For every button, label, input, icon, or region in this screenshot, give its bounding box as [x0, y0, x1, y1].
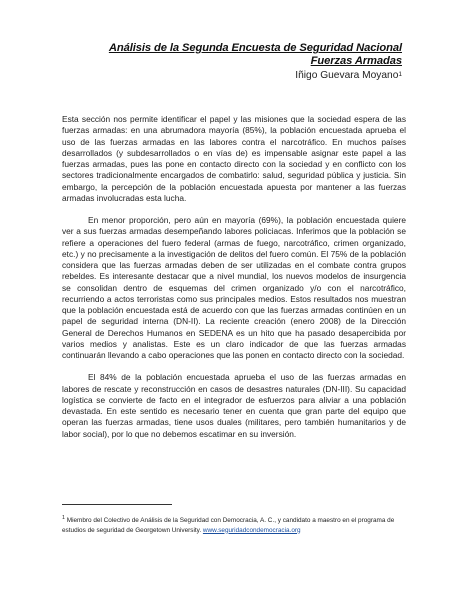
author-name: [42, 69, 402, 82]
footnote-mark: 1: [62, 515, 65, 521]
author-text: Iñigo Guevara Moyano: [295, 70, 399, 81]
footnote: [62, 514, 408, 535]
footnote-link[interactable]: www.seguridadcondemocracia.org: [202, 526, 301, 534]
body-paragraph-3: El 84% de la población encuestada aprueba el uso de las fuerzas armadas en labores de rescate y reconstrucción en casos de desastres naturales (DN-III). Su capacidad logística se convierte de facto en el integrador de esfuerzos para aliviar a una población devastada. En este sentido es necesario tener en cuenta que gran parte del equipo que operan las fuerzas armadas, tiene usos duales (militares, pero también humanitarios y de labor social), por lo que no debemos escatimar en su inversión.: [62, 372, 406, 439]
footnote-separator: [62, 504, 172, 505]
document-body: [62, 114, 406, 451]
footnote-text: Miembro del Colectivo de Análisis de la Seguridad con Democracia, A. C., y candidato a maestro en el programa de estudios de seguridad de Georgetown University.: [62, 517, 395, 534]
body-paragraph-1: Esta sección nos permite identificar el papel y las misiones que la sociedad espera de las fuerzas armadas: en una abrumadora mayoría (85%), la población encuestada aprueba el uso de las fuerzas armadas en las labores contra el narcotráfico. En muchos países desarrollados (y subdesarrollados o en vías de) es impensable asignar este papel a las fuerzas armadas, pues las pone en contacto directo con la sociedad y en conflicto con los sectores tradicionalmente encargados de combatirlo: salud, seguridad pública y justicia. Sin embargo, la percepción de la población encuestada apuesta por mantener a las fuerzas armadas involucradas esta lucha.: [62, 114, 406, 203]
author-footnote-mark[interactable]: 1: [398, 71, 402, 78]
document-title-line-1: Análisis de la Segunda Encuesta de Seguridad Nacional: [108, 42, 402, 54]
document-header: [42, 42, 402, 82]
body-paragraph-2: En menor proporción, pero aún en mayoría (69%), la población encuestada quiere ver a sus fuerzas armadas desempeñando labores policiacas. Inferimos que la población se refiere a operaciones del fuero federal (armas de fuego, narcotráfico, crimen organizado, etc.) y no precisamente a la investigación de delitos del fuero común. El 75% de la población considera que las fuerzas armadas deben de ser utilizadas en el combate contra grupos rebeldes. Es interesante destacar que a nivel mundial, los nuevos modelos de insurgencia se consolidan dentro de esquemas del crimen organizado y/o con el narcotráfico, recurriendo a actos terroristas como sus principales medios. Estos resultados nos muestran que la población encuestada está de acuerdo con que las fuerzas armadas continúen en un papel de seguridad interna (DN-II). La reciente creación (enero 2008) de la Dirección General de Derechos Humanos en SEDENA es un hito que ha pasado desapercibida por varios medios y analistas. Este es un claro indicador de que las fuerzas armadas continuarán llevando a cabo operaciones que las ponen en contacto directo con la sociedad.: [62, 215, 406, 360]
document-title-line-2: Fuerzas Armadas: [310, 55, 402, 67]
